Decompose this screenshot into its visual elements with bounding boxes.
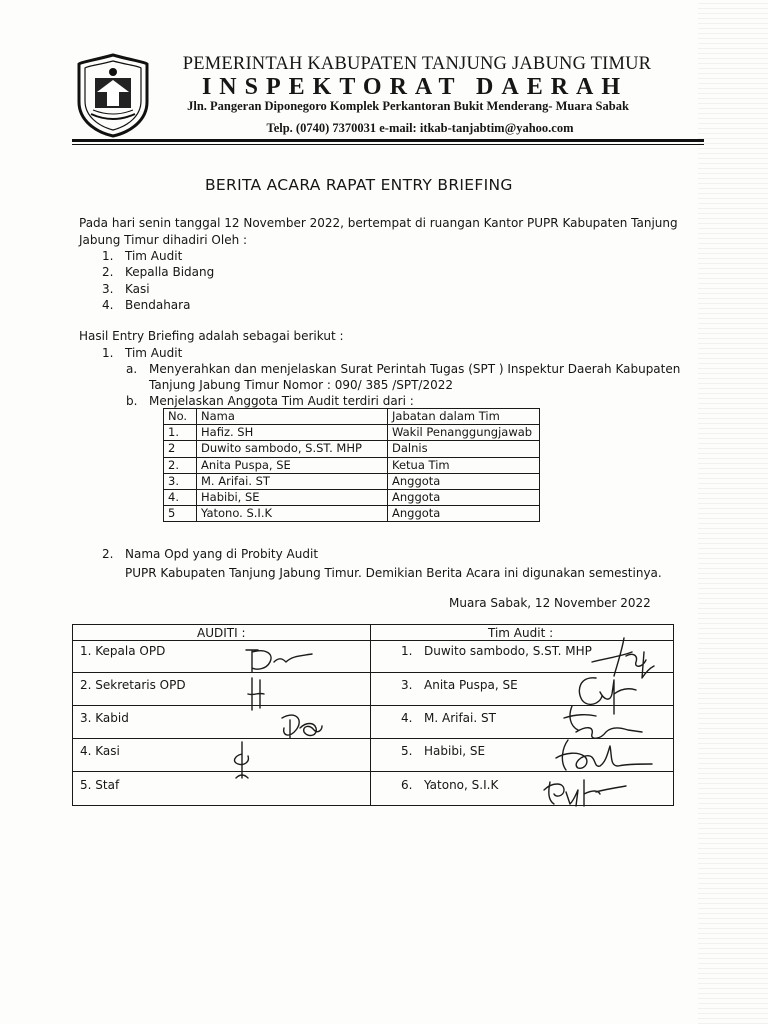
table-cell: Anggota [388,473,540,489]
audited-signatory: 3. Kabid [80,711,129,725]
attendee-item: Bendahara [125,298,191,312]
team-signatory-number: 6. [401,778,413,792]
audited-signatory: 1. Kepala OPD [80,644,166,658]
table-cell: Hafiz. SH [197,425,388,441]
table-row [164,506,540,522]
table-cell: 4. [164,489,197,505]
result-1-number: 1. [102,346,114,360]
table-cell: 5 [164,506,197,522]
institution-address: Jln. Pangeran Diponegoro Komplek Perkantoran Bukit Menderang- Muara Sabak [187,99,629,113]
signature-mark [244,676,268,712]
table-cell: 1. [164,425,197,441]
institution-name: INSPEKTORAT DAERAH [201,74,629,100]
team-signatory-number: 1. [401,644,413,658]
intro-line-2: Jabung Timur dihadiri Oleh : [79,233,248,247]
table-row [164,457,540,473]
table-header-cell: Nama [197,409,388,425]
result-2-number: 2. [102,547,114,561]
team-signatory-name: Habibi, SE [424,744,486,758]
table-header-cell: Jabatan dalam Tim [388,409,540,425]
document-title: BERITA ACARA RAPAT ENTRY BRIEFING [205,176,513,194]
attendee-number: 1. [102,249,114,263]
team-signatory-name: Duwito sambodo, S.ST. MHP [424,644,592,658]
table-cell: Dalnis [388,441,540,457]
attendee-item: Kasi [125,282,150,296]
attendee-number: 2. [102,265,114,279]
result-1b-letter: b. [126,394,138,408]
table-header-cell: No. [164,409,197,425]
table-cell: Anggota [388,506,540,522]
team-signatory-number: 4. [401,711,413,725]
audit-team-table [163,408,540,522]
signature-mark [240,640,320,676]
table-row [164,489,540,505]
result-1a-line-2: Tanjung Jabung Timur Nomor : 090/ 385 /SPT/2022 [149,378,454,392]
team-signatory-name: Yatono, S.I.K [424,778,499,792]
audited-signatory: 4. Kasi [80,744,120,758]
table-cell: Habibi, SE [197,489,388,505]
audited-signatory: 2. Sekretaris OPD [80,678,186,692]
team-signatory-number: 5. [401,744,413,758]
table-cell: Ketua Tim [388,457,540,473]
result-2-text: PUPR Kabupaten Tanjung Jabung Timur. Demikian Berita Acara ini digunakan semestinya. [125,566,662,580]
attendee-number: 4. [102,298,114,312]
letterhead-thin-rule [72,144,704,145]
table-cell: M. Arifai. ST [197,473,388,489]
place-date: Muara Sabak, 12 November 2022 [449,596,651,610]
signature-mark [226,740,256,780]
audit-team-header: Tim Audit : [488,626,554,640]
letterhead-thick-rule [72,139,704,142]
table-row [164,425,540,441]
regency-seal-icon [75,52,151,138]
team-signatory-name: M. Arifai. ST [424,711,496,725]
table-cell: Anita Puspa, SE [197,457,388,473]
result-2-label: Nama Opd yang di Probity Audit [125,547,319,561]
signature-mark [540,772,630,812]
signature-row-line [73,640,673,641]
table-cell: 2 [164,441,197,457]
institution-contact: Telp. (0740) 7370031 e-mail: itkab-tanjabtim@yahoo.com [266,121,574,135]
attendee-number: 3. [102,282,114,296]
table-cell: Anggota [388,489,540,505]
signature-table-divider [370,625,371,805]
result-1-label: Tim Audit [125,346,183,360]
attendee-item: Tim Audit [125,249,183,263]
table-cell: Duwito sambodo, S.ST. MHP [197,441,388,457]
result-1a-line-1: Menyerahkan dan menjelaskan Surat Perintah Tugas (SPT ) Inspektur Daerah Kabupaten [149,362,681,376]
table-cell: 2. [164,457,197,473]
table-row [164,473,540,489]
results-heading: Hasil Entry Briefing adalah sebagai berikut : [79,329,344,343]
audited-signatory: 5. Staf [80,778,120,792]
government-name: PEMERINTAH KABUPATEN TANJUNG JABUNG TIMUR [182,54,652,74]
audited-header: AUDITI : [197,626,246,640]
table-row [164,441,540,457]
signature-mark [276,708,326,744]
team-signatory-name: Anita Puspa, SE [424,678,518,692]
table-cell: Wakil Penanggungjawab [388,425,540,441]
table-header-row [164,409,540,425]
table-cell: Yatono. S.I.K [197,506,388,522]
scan-noise [698,0,768,1024]
team-signatory-number: 3. [401,678,413,692]
result-1b-text: Menjelaskan Anggota Tim Audit terdiri dari : [149,394,414,408]
result-1a-letter: a. [126,362,138,376]
attendee-item: Kepalla Bidang [125,265,215,279]
table-cell: 3. [164,473,197,489]
intro-line-1: Pada hari senin tanggal 12 November 2022, bertempat di ruangan Kantor PUPR Kabupaten Tanjung [79,216,678,230]
